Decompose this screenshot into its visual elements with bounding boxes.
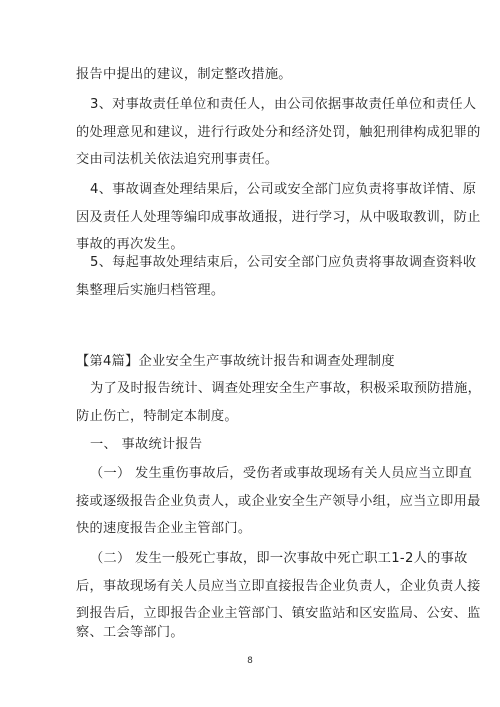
paragraph-line: 4、事故调查处理结果后，公司或安全部门应负责将事故详情、原 xyxy=(90,182,477,197)
paragraph-line: 后，事故现场有关人员应当立即直接报告企业负责人，企业负责人接 xyxy=(76,579,481,594)
paragraph-line: （二） 发生一般死亡事故，即一次事故中死亡职工1-2人的事故 xyxy=(90,551,468,566)
paragraph-line: （一） 发生重伤事故后，受伤者或事故现场有关人员应当立即直 xyxy=(90,466,473,481)
subsection-heading: 一、 事故统计报告 xyxy=(90,437,203,452)
paragraph-line: 的处理意见和建议，进行行政处分和经济处罚，触犯刑律构成犯罪的 xyxy=(76,125,481,140)
section-heading: 【第4篇】企业安全生产事故统计报告和调查处理制度 xyxy=(76,354,395,369)
paragraph-line: 集整理后实施归档管理。 xyxy=(76,283,225,298)
paragraph-line: 为了及时报告统计、调查处理安全生产事故，积极采取预防措施， xyxy=(90,381,482,396)
paragraph-line: 察、工会等部门。 xyxy=(76,625,184,640)
paragraph-line: 交由司法机关依法追究刑事责任。 xyxy=(76,152,279,167)
paragraph-line: 快的速度报告企业主管部门。 xyxy=(76,521,252,536)
paragraph-line: 3、对事故责任单位和责任人，由公司依据事故责任单位和责任人 xyxy=(90,97,477,112)
paragraph-line: 5、每起事故处理结束后，公司安全部门应负责将事故调查资料收 xyxy=(90,255,477,270)
paragraph-line: 因及责任人处理等编印成事故通报，进行学习，从中吸取教训，防止 xyxy=(76,210,481,225)
paragraph-line: 报告中提出的建议，制定整改措施。 xyxy=(76,67,292,82)
paragraph-line: 到报告后，立即报告企业主管部门、镇安监站和区安监局、公安、监 xyxy=(76,606,481,621)
page-number: 8 xyxy=(247,656,253,666)
paragraph-line: 防止伤亡，特制定本制度。 xyxy=(76,409,238,424)
paragraph-line: 事故的再次发生。 xyxy=(76,237,184,252)
paragraph-line: 接或逐级报告企业负责人，或企业安全生产领导小组，应当立即用最 xyxy=(76,494,481,509)
